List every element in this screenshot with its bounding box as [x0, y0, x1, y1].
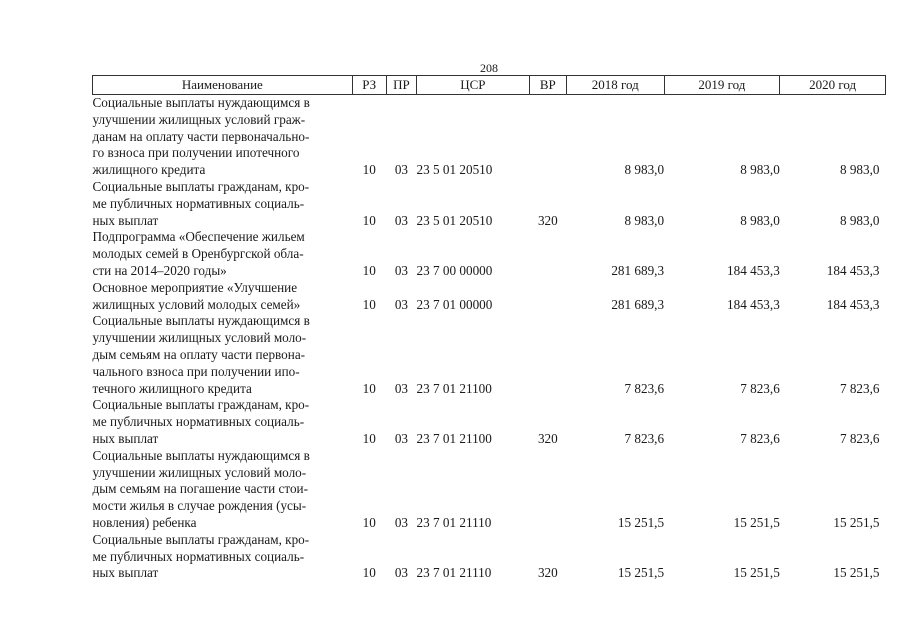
row-name-line: жилищного кредита [92, 162, 206, 178]
row-csr: 23 7 01 21100 [416, 380, 492, 396]
row-2018: 281 689,3 [611, 296, 665, 312]
header-2018: 2018 год [566, 76, 664, 95]
row-rz: 10 [362, 430, 376, 446]
row-name-line: ных выплат [92, 430, 159, 446]
row-2020: 15 251,5 [833, 514, 880, 530]
row-2019: 184 453,3 [727, 296, 780, 312]
row-name-line: го взноса при получении ипотечного [92, 145, 300, 161]
row-vr [529, 95, 566, 179]
row-csr: 23 7 01 21110 [416, 565, 492, 581]
row-pr: 03 [394, 212, 409, 228]
table-header [93, 76, 886, 95]
row-pr: 03 [394, 430, 409, 446]
row-name-line: Социальные выплаты нуждающимся в [92, 313, 310, 329]
row-name [93, 532, 353, 582]
row-name-line: ме публичных нормативных социаль- [92, 414, 305, 430]
row-rz: 10 [362, 514, 376, 530]
budget-table [92, 75, 886, 582]
table-row [93, 95, 886, 179]
table-row [93, 313, 886, 397]
row-2020: 7 823,6 [839, 430, 880, 446]
row-name-line: улучшении жилищных условий моло- [92, 330, 307, 346]
row-name-line: Социальные выплаты нуждающимся в [92, 95, 310, 110]
row-2018: 15 251,5 [617, 565, 665, 581]
row-csr: 23 7 01 21100 [416, 430, 492, 446]
row-name [93, 95, 353, 179]
header-vr: ВР [529, 76, 566, 95]
row-csr: 23 5 01 20510 [416, 162, 493, 178]
row-2018: 8 983,0 [624, 212, 665, 228]
table-row [93, 532, 886, 582]
header-pr: ПР [386, 76, 416, 95]
row-name-line: чального взноса при получении ипо- [92, 363, 300, 379]
row-vr [529, 280, 566, 314]
row-name-line: ме публичных нормативных социаль- [92, 195, 305, 211]
row-pr: 03 [394, 514, 409, 530]
row-name-line: Социальные выплаты гражданам, кро- [92, 397, 310, 413]
page-number: 208 [480, 61, 498, 75]
row-vr [529, 229, 566, 279]
header-rz: РЗ [352, 76, 386, 95]
row-name-line: сти на 2014–2020 годы» [92, 262, 227, 278]
row-name-line: Подпрограмма «Обеспечение жильем [92, 229, 305, 245]
row-2019: 15 251,5 [733, 565, 780, 581]
row-name-line: данам на оплату части первоначально- [92, 128, 310, 144]
row-csr: 23 7 01 00000 [416, 296, 493, 312]
row-name [93, 280, 353, 314]
row-name-line: Социальные выплаты нуждающимся в [92, 447, 310, 463]
row-name [93, 397, 353, 447]
row-name-line: Социальные выплаты гражданам, кро- [92, 178, 310, 194]
row-name-line: Основное мероприятие «Улучшение [92, 279, 298, 295]
row-name-line: улучшении жилищных условий моло- [92, 464, 307, 480]
row-name [93, 313, 353, 397]
row-2018: 7 823,6 [624, 430, 665, 446]
row-2018: 7 823,6 [624, 380, 665, 396]
row-2020: 184 453,3 [826, 262, 880, 278]
table-row [93, 229, 886, 279]
row-vr: 320 [537, 430, 558, 446]
row-2019: 7 823,6 [740, 430, 780, 446]
row-rz: 10 [362, 380, 376, 396]
row-csr: 23 5 01 20510 [416, 212, 493, 228]
row-2020: 8 983,0 [839, 162, 880, 178]
row-name-line: ных выплат [92, 565, 159, 581]
table-row [93, 280, 886, 314]
row-2020: 15 251,5 [833, 565, 880, 581]
row-name-line: течного жилищного кредита [92, 380, 252, 396]
row-name-line: молодых семей в Оренбургской обла- [92, 246, 304, 262]
row-rz: 10 [362, 262, 376, 278]
row-name-line: Социальные выплаты гражданам, кро- [92, 531, 310, 547]
header-2020: 2020 год [780, 76, 886, 95]
row-2020: 184 453,3 [826, 296, 880, 312]
header-2019: 2019 год [664, 76, 780, 95]
row-name-line: мости жилья в случае рождения (усы- [92, 498, 307, 514]
table-body [93, 95, 886, 583]
row-name [93, 448, 353, 532]
row-pr: 03 [394, 296, 409, 312]
row-pr: 03 [394, 380, 409, 396]
row-vr: 320 [537, 565, 558, 581]
header-csr: ЦСР [417, 76, 530, 95]
row-pr: 03 [394, 162, 409, 178]
row-name-line: ных выплат [92, 212, 159, 228]
row-vr [529, 313, 566, 397]
row-vr [529, 448, 566, 532]
row-vr: 320 [537, 212, 558, 228]
row-2019: 184 453,3 [727, 262, 780, 278]
row-name-line: дым семьям на оплату части первона- [92, 346, 306, 362]
row-rz: 10 [362, 162, 376, 178]
row-2019: 7 823,6 [740, 380, 780, 396]
table-row [93, 179, 886, 229]
row-rz: 10 [362, 565, 376, 581]
row-csr: 23 7 00 00000 [416, 262, 493, 278]
row-name [93, 229, 353, 279]
row-name-line: дым семьям на погашение части стои- [92, 481, 308, 497]
row-pr: 03 [394, 565, 409, 581]
row-name [93, 179, 353, 229]
row-2018: 281 689,3 [611, 262, 665, 278]
header-name: Наименование [93, 76, 353, 95]
row-rz: 10 [362, 296, 376, 312]
row-rz: 10 [362, 212, 376, 228]
row-2020: 7 823,6 [839, 380, 880, 396]
table-row [93, 397, 886, 447]
row-2020: 8 983,0 [839, 212, 880, 228]
row-2018: 8 983,0 [624, 162, 665, 178]
row-name-line: улучшении жилищных условий граж- [92, 111, 306, 127]
row-name-line: ме публичных нормативных социаль- [92, 548, 305, 564]
row-csr: 23 7 01 21110 [416, 514, 492, 530]
row-2019: 8 983,0 [740, 162, 780, 178]
row-pr: 03 [394, 262, 409, 278]
row-name-line: жилищных условий молодых семей» [92, 296, 301, 312]
row-2019: 8 983,0 [740, 212, 780, 228]
table-row [93, 448, 886, 532]
row-2019: 15 251,5 [733, 514, 780, 530]
row-2018: 15 251,5 [617, 514, 665, 530]
row-name-line: новления) ребенка [92, 514, 197, 530]
